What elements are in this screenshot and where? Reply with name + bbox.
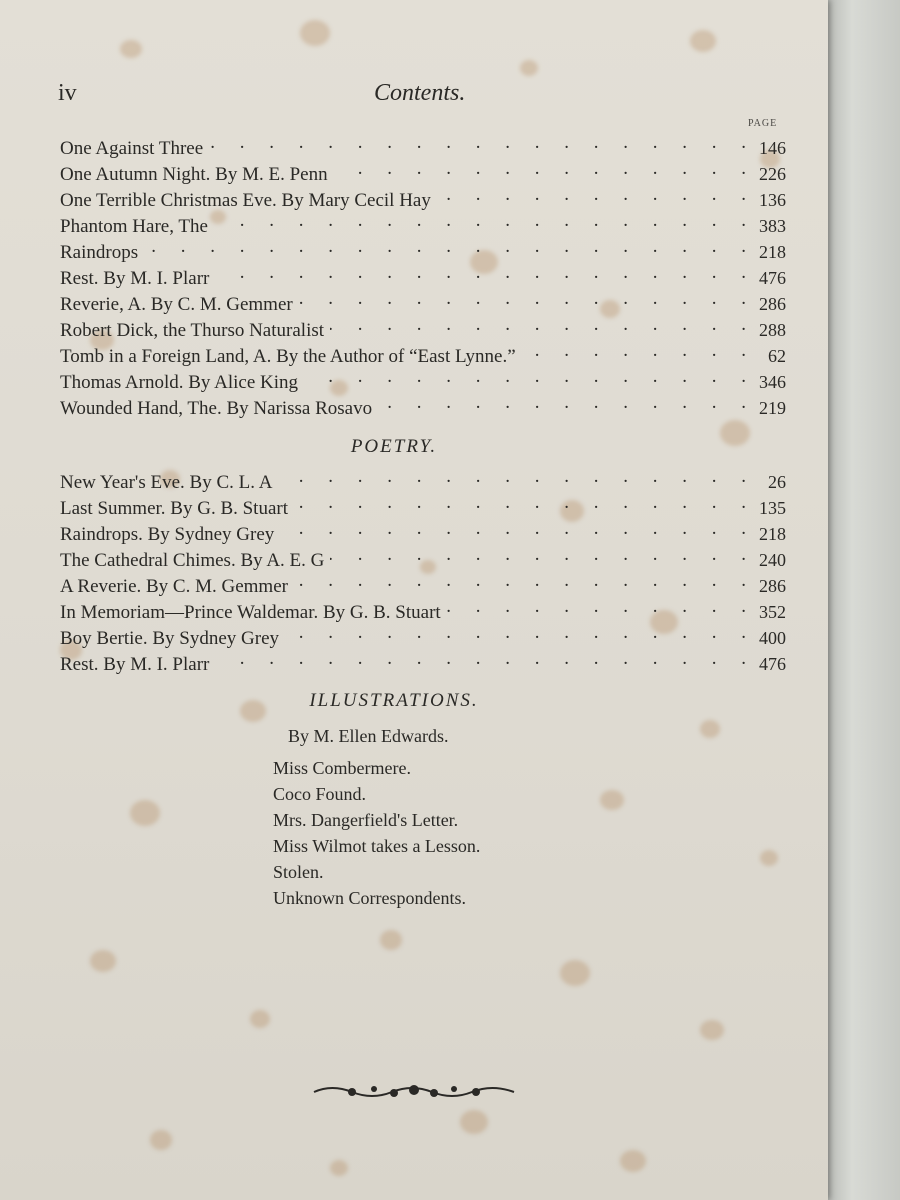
illustration-item: Mrs. Dangerfield's Letter. <box>273 810 459 830</box>
dot-leader <box>144 236 746 258</box>
toc-entry <box>60 366 786 392</box>
entry-title: One Terrible Christmas Eve. By Mary Cecil Hay <box>60 190 431 211</box>
stories-list <box>60 132 786 418</box>
entry-title: Rest. By M. I. Plarr <box>60 268 210 289</box>
entry-title: Raindrops <box>60 242 139 263</box>
entry-title: A Reverie. By C. M. Gemmer <box>60 576 288 597</box>
illustrations-byline: By M. Ellen Edwards. <box>288 726 449 746</box>
entry-title: Wounded Hand, The. By Narissa Rosavo <box>60 398 373 419</box>
poetry-list <box>60 466 786 674</box>
entry-title: The Cathedral Chimes. By A. E. G <box>60 550 325 571</box>
entry-title: Reverie, A. By C. M. Gemmer <box>60 294 293 315</box>
illustrations-list <box>273 758 480 914</box>
entry-page: 218 <box>759 242 786 262</box>
entry-page: 352 <box>759 602 786 622</box>
dot-leader <box>437 184 746 206</box>
entry-title: Tomb in a Foreign Land, A. By the Author of “East Lynne.” <box>60 346 516 367</box>
entry-page: 136 <box>759 190 786 210</box>
entry-page: 346 <box>759 372 786 392</box>
entry-title: Last Summer. By G. B. Stuart <box>60 498 288 519</box>
dot-leader <box>522 340 746 362</box>
dot-leader <box>447 596 746 618</box>
dot-leader <box>215 648 746 670</box>
entry-title: New Year's Eve. By C. L. A <box>60 472 273 493</box>
toc-entry <box>60 648 786 674</box>
toc-entry <box>60 158 786 184</box>
toc-entry <box>60 262 786 288</box>
entry-page: 240 <box>759 550 786 570</box>
illustration-item: Miss Combermere. <box>273 758 411 778</box>
entry-title: Thomas Arnold. By Alice King <box>60 372 299 393</box>
toc-entry <box>60 288 786 314</box>
dot-leader <box>378 392 746 414</box>
entry-page: 476 <box>759 268 786 288</box>
running-head: Contents. <box>374 80 466 106</box>
dot-leader <box>330 314 746 336</box>
entry-page: 400 <box>759 628 786 648</box>
entry-title: One Autumn Night. By M. E. Penn <box>60 164 328 185</box>
entry-page: 26 <box>768 472 786 492</box>
dot-leader <box>280 518 746 540</box>
entry-page: 146 <box>759 138 786 158</box>
poetry-heading: POETRY. <box>350 436 438 457</box>
entry-page: 135 <box>759 498 786 518</box>
entry-page: 62 <box>768 346 786 366</box>
dot-leader <box>304 366 746 388</box>
illustration-item: Stolen. <box>273 862 324 882</box>
entry-page: 219 <box>759 398 786 418</box>
entry-title: Boy Bertie. By Sydney Grey <box>60 628 280 649</box>
toc-entry <box>60 210 786 236</box>
toc-entry <box>60 184 786 210</box>
toc-entry <box>60 466 786 492</box>
toc-entry <box>60 622 786 648</box>
dot-leader <box>215 262 746 284</box>
toc-entry <box>60 518 786 544</box>
page-column-label: PAGE <box>748 118 778 129</box>
tailpiece-ornament-icon <box>312 1080 516 1104</box>
entry-title: Rest. By M. I. Plarr <box>60 654 210 675</box>
illustration-item: Miss Wilmot takes a Lesson. <box>273 836 481 856</box>
toc-entry <box>60 392 786 418</box>
toc-entry <box>60 132 786 158</box>
entry-title: Robert Dick, the Thurso Naturalist <box>60 320 325 341</box>
illustration-item: Unknown Correspondents. <box>273 888 466 908</box>
toc-entry <box>60 492 786 518</box>
entry-title: One Against Three <box>60 138 204 159</box>
toc-entry <box>60 596 786 622</box>
entry-page: 286 <box>759 294 786 314</box>
dot-leader <box>334 158 746 180</box>
adjacent-page-edge <box>826 0 900 1200</box>
toc-entry <box>60 314 786 340</box>
dot-leader <box>278 466 746 488</box>
entry-page: 286 <box>759 576 786 596</box>
toc-entry <box>60 236 786 262</box>
toc-entry <box>60 570 786 596</box>
dot-leader <box>294 492 746 514</box>
page-header <box>58 80 788 114</box>
illustrations-heading: ILLUSTRATIONS. <box>309 690 479 711</box>
page-folio: iv <box>58 80 77 106</box>
dot-leader <box>209 132 746 154</box>
entry-title: In Memoriam—Prince Waldemar. By G. B. Stuart <box>60 602 441 623</box>
entry-page: 218 <box>759 524 786 544</box>
dot-leader <box>214 210 746 232</box>
dot-leader <box>299 288 746 310</box>
entry-page: 288 <box>759 320 786 340</box>
entry-page: 226 <box>759 164 786 184</box>
toc-entry <box>60 544 786 570</box>
entry-page: 383 <box>759 216 786 236</box>
entry-title: Raindrops. By Sydney Grey <box>60 524 275 545</box>
toc-entry <box>60 340 786 366</box>
dot-leader <box>330 544 746 566</box>
entry-title: Phantom Hare, The <box>60 216 208 237</box>
entry-page: 476 <box>759 654 786 674</box>
illustration-item: Coco Found. <box>273 784 367 804</box>
dot-leader <box>285 622 746 644</box>
dot-leader <box>294 570 746 592</box>
